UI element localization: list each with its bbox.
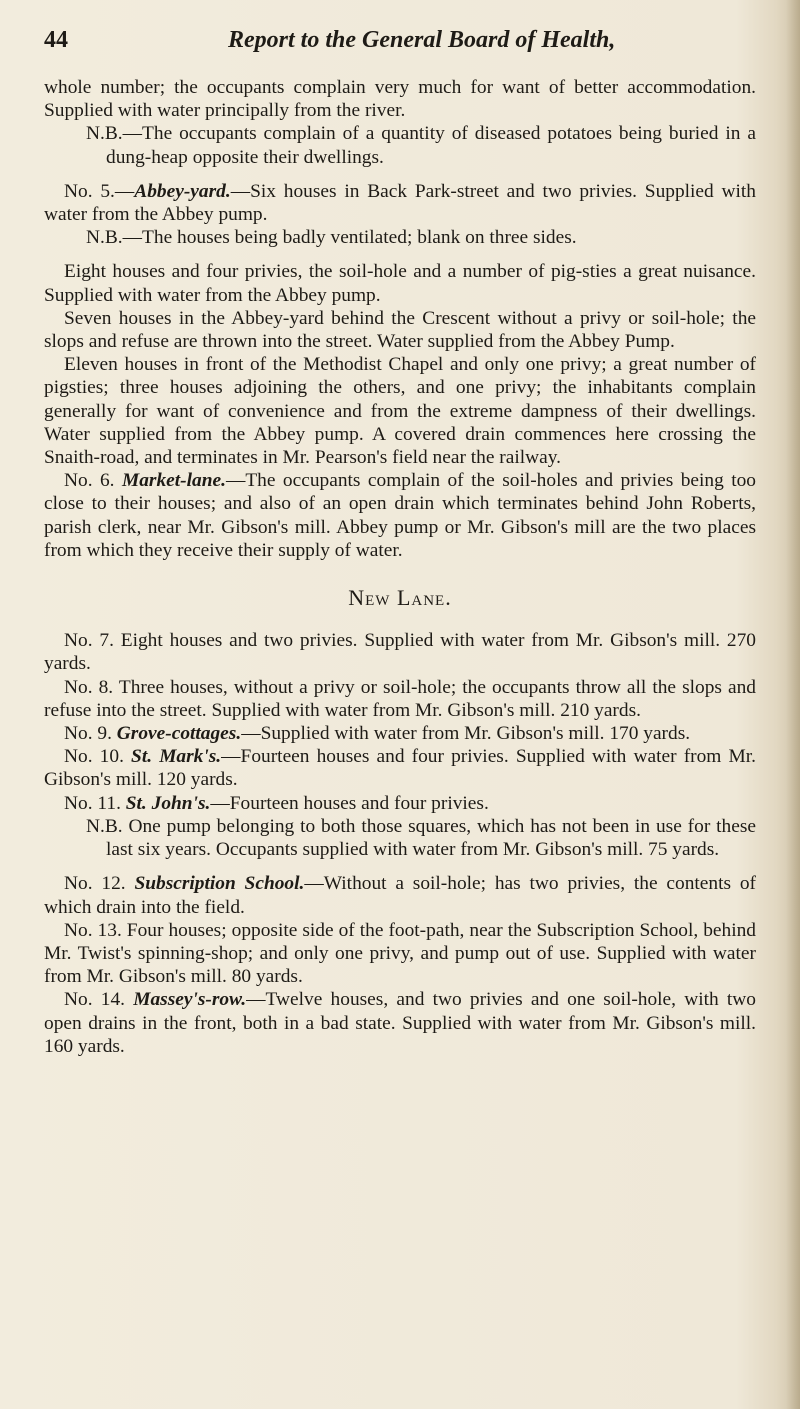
entry-text: —The occupants complain of the soil-holes and privies being too close to their houses; and also of an open drain which terminates behind John Roberts, parish clerk, near Mr. Gibson's mill. Abbey pump or Mr. Gibson's mill are the two places from which they receive their supply of water. xyxy=(44,470,757,561)
nota-bene: N.B.—The occupants complain of a quantity of diseased potatoes being buried in a dung-heap opposite their dwellings. xyxy=(86,123,756,168)
paragraph xyxy=(44,872,756,918)
place-name: Grove-cottages. xyxy=(116,723,242,745)
entry-number: No. 12. xyxy=(64,873,135,895)
paragraph: No. 8. Three houses, without a privy or soil-hole; the occupants throw all the slops and refuse into the street. Supplied with water from Mr. Gibson's mill. 210 yards. xyxy=(44,676,756,721)
paragraph xyxy=(44,745,756,791)
entry-number: No. 6. xyxy=(64,470,122,492)
paragraph xyxy=(44,722,756,745)
entry-text: —Fourteen houses and four privies. Supplied with water from Mr. Gibson's mill. 120 yards. xyxy=(44,746,756,791)
paragraph: Seven houses in the Abbey-yard behind the Crescent without a privy or soil-hole; the slops and refuse are thrown into the street. Water supplied from the Abbey Pump. xyxy=(44,307,756,353)
paragraph: Eleven houses in front of the Methodist Chapel and only one privy; a great number of pigsties; three houses adjoining the others, and one privy; the inhabitants complain generally for want of convenience and from the extreme dampness of their dwellings. Water supplied from the Abbey pump. A covered drain commences here crossing the Snaith-road, and terminates in Mr. Pearson's field near the railway. xyxy=(44,354,756,469)
place-name: St. John's. xyxy=(125,792,211,814)
nota-bene: N.B. One pump belonging to both those squares, which has not been in use for these last six years. Occupants supplied with water from Mr. Gibson's mill. 75 yards. xyxy=(86,815,756,861)
page-number: 44 xyxy=(44,27,68,53)
place-name: St. Mark's. xyxy=(131,746,222,768)
place-name: Market-lane. xyxy=(121,470,226,492)
page-edge-shadow xyxy=(786,0,800,1409)
entry-number: No. 10. xyxy=(64,746,132,768)
body-text xyxy=(44,76,756,1058)
paragraph xyxy=(44,180,756,226)
paragraph xyxy=(44,792,756,815)
paragraph: No. 7. Eight houses and two privies. Supplied with water from Mr. Gibson's mill. 270 yards. xyxy=(44,630,756,675)
entry-number: No. 11. xyxy=(64,792,126,814)
paragraph xyxy=(44,469,756,562)
paragraph: whole number; the occupants complain very much for want of better accommodation. Supplied with water principally from the river. xyxy=(44,77,756,122)
entry-number: No. 5.— xyxy=(64,180,135,202)
entry-text: —Twelve houses, and two privies and one soil-hole, with two open drains in the front, both in a bad state. Supplied with water from Mr. Gibson's mill. 160 yards. xyxy=(44,989,756,1057)
entry-text: —Without a soil-hole; has two privies, the contents of which drain into the field. xyxy=(44,873,756,918)
running-head xyxy=(44,26,756,54)
place-name: Massey's-row. xyxy=(133,989,247,1011)
paragraph: No. 13. Four houses; opposite side of the foot-path, near the Subscription School, behind Mr. Twist's spinning-shop; and only one privy, and pump out of use. Supplied with water from Mr. Gibson's mill. 80 yards. xyxy=(44,919,756,988)
entry-text: —Fourteen houses and four privies. xyxy=(210,792,489,814)
section-heading: New Lane. xyxy=(348,585,452,611)
paragraph: Eight houses and four privies, the soil-hole and a number of pig-sties a great nuisance. Supplied with water from the Abbey pump. xyxy=(44,261,756,306)
page-title: Report to the General Board of Health, xyxy=(228,27,616,53)
entry-text: —Six houses in Back Park-street and two privies. Supplied with water from the Abbey pump. xyxy=(44,180,757,226)
place-name: Subscription School. xyxy=(134,873,305,895)
paragraph xyxy=(44,988,756,1058)
nota-bene: N.B.—The houses being badly ventilated; blank on three sides. xyxy=(86,227,577,249)
entry-number: No. 9. xyxy=(64,723,117,745)
place-name: Abbey-yard. xyxy=(134,180,231,202)
entry-text: —Supplied with water from Mr. Gibson's mill. 170 yards. xyxy=(241,723,691,745)
entry-number: No. 14. xyxy=(64,989,134,1011)
